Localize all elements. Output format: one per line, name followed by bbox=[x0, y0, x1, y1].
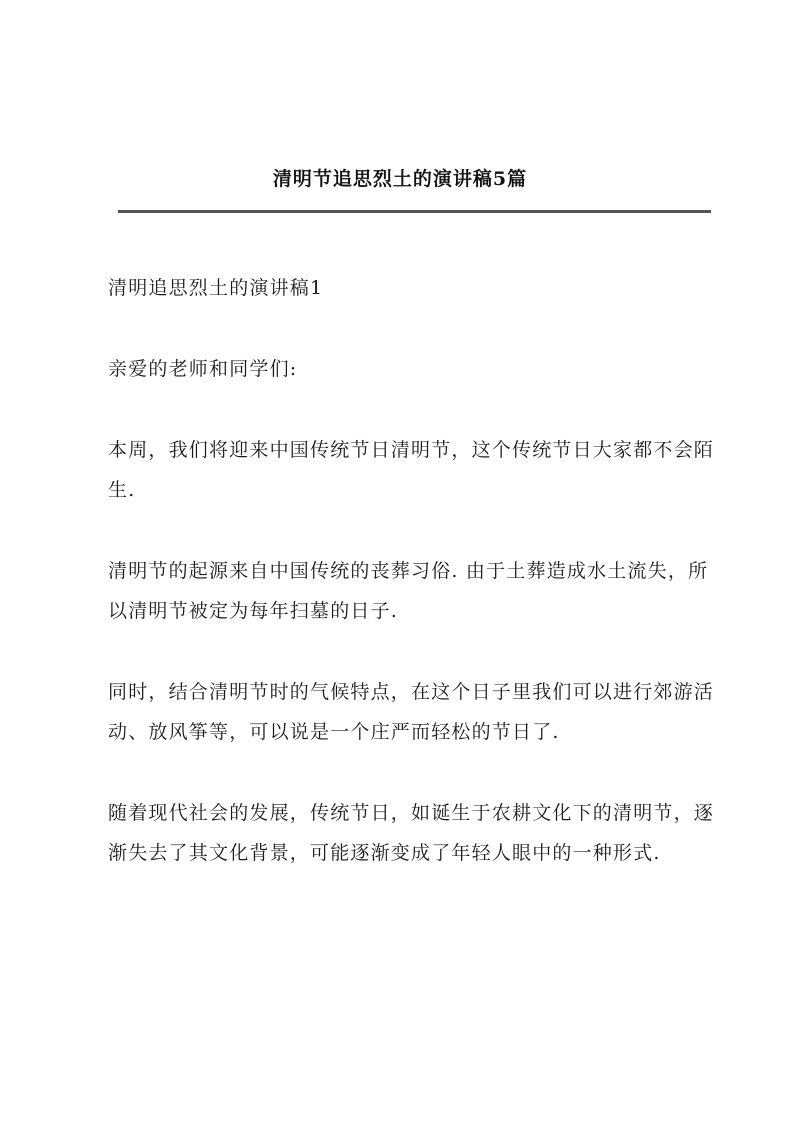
salutation: 亲爱的老师和同学们: bbox=[108, 358, 298, 380]
body-paragraph: 同时，结合清明节时的气候特点，在这个日子里我们可以进行郊游活动、放风筝等，可以说是一个庄严而轻松的节日了. bbox=[108, 681, 715, 743]
title-divider bbox=[118, 210, 711, 213]
body-paragraph: 本周，我们将迎来中国传统节日清明节，这个传统节日大家都不会陌生. bbox=[108, 439, 715, 501]
section-heading: 清明追思烈土的演讲稿1 bbox=[108, 277, 324, 299]
document-title: 清明节追思烈土的演讲稿5篇 bbox=[272, 168, 528, 190]
body-paragraph: 随着现代社会的发展，传统节日，如诞生于农耕文化下的清明节，逐渐失去了其文化背景，可能逐渐变成了年轻人眼中的一种形式. bbox=[108, 802, 715, 864]
body-paragraph: 清明节的起源来自中国传统的丧葬习俗. 由于土葬造成水土流失，所以清明节被定为每年扫墓的日子. bbox=[108, 560, 709, 622]
document-body bbox=[108, 268, 714, 873]
